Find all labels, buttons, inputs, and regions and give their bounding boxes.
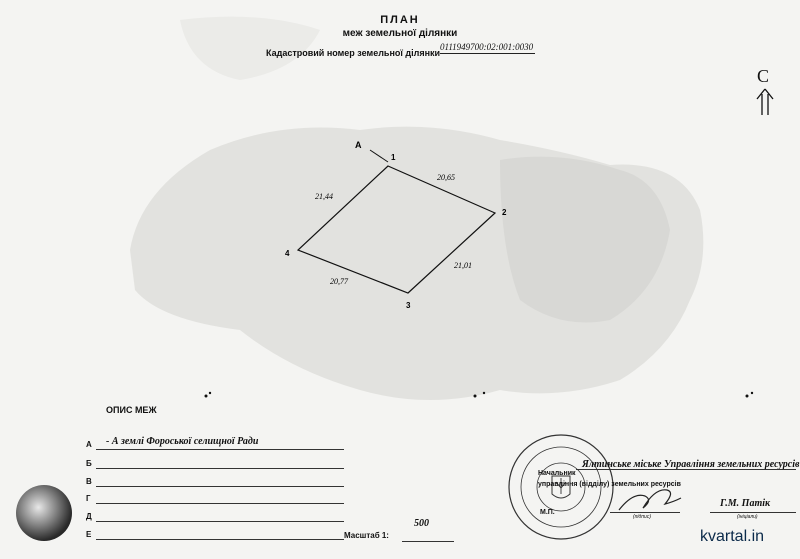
boundary-row-letter: Д xyxy=(86,512,92,521)
edge-1-2-length: 20,65 xyxy=(437,173,455,182)
boundary-row-line xyxy=(96,503,344,504)
scale-line xyxy=(402,541,454,542)
boundaries-heading: ОПИС МЕЖ xyxy=(106,405,157,415)
point-3-label: 3 xyxy=(406,301,411,310)
edge-4-1-length: 21,44 xyxy=(315,192,333,201)
boundary-row-line xyxy=(96,468,344,469)
plan-title: ПЛАН xyxy=(380,14,420,26)
boundary-row-letter: Г xyxy=(86,494,91,503)
boundary-row-line xyxy=(96,521,344,522)
signatory-name: Г.М. Патік xyxy=(720,498,771,509)
organization-name: Ялтинське міське Управління земельних ресурсів xyxy=(582,459,800,470)
signature-caption: (підпис) xyxy=(633,514,651,520)
site-watermark: kvartal.in xyxy=(700,528,765,545)
plan-subtitle: меж земельної ділянки xyxy=(342,28,458,39)
edge-2-3-length: 21,01 xyxy=(454,261,472,270)
cadastral-label: Кадастровий номер земельної ділянки xyxy=(266,48,441,58)
organization-line xyxy=(576,469,796,470)
edge-3-4-length: 20,77 xyxy=(330,277,348,286)
boundary-row-line xyxy=(96,539,344,540)
point-4-label: 4 xyxy=(285,249,290,258)
stamp-place-mark: М.П. xyxy=(540,509,555,516)
photo-thumbnail xyxy=(16,485,72,541)
north-letter: С xyxy=(757,66,770,86)
handwritten-signature xyxy=(615,482,685,516)
boundary-row-letter: Б xyxy=(86,459,92,468)
signature-line xyxy=(610,512,680,513)
cadastral-number: 0111949700:02:001:0030 xyxy=(440,42,534,52)
point-1-label: 1 xyxy=(391,153,396,162)
point-2-label: 2 xyxy=(502,208,507,217)
boundary-row-letter: А xyxy=(86,440,92,449)
name-caption: (ініціали) xyxy=(737,514,758,520)
start-marker: А xyxy=(355,140,362,150)
position-department: управління (відділу) земельних ресурсів xyxy=(538,481,681,488)
position-title: Начальник xyxy=(538,470,576,477)
scale-value: 500 xyxy=(414,518,429,529)
boundary-row-letter: В xyxy=(86,477,92,486)
boundary-row-line xyxy=(96,486,344,487)
scale-label: Масштаб 1: xyxy=(344,531,389,540)
boundary-row-line xyxy=(96,449,344,450)
name-line xyxy=(710,512,796,513)
boundary-row-letter: Е xyxy=(86,530,92,539)
boundary-row-text: - А землі Форoської селищної Ради xyxy=(106,436,259,447)
